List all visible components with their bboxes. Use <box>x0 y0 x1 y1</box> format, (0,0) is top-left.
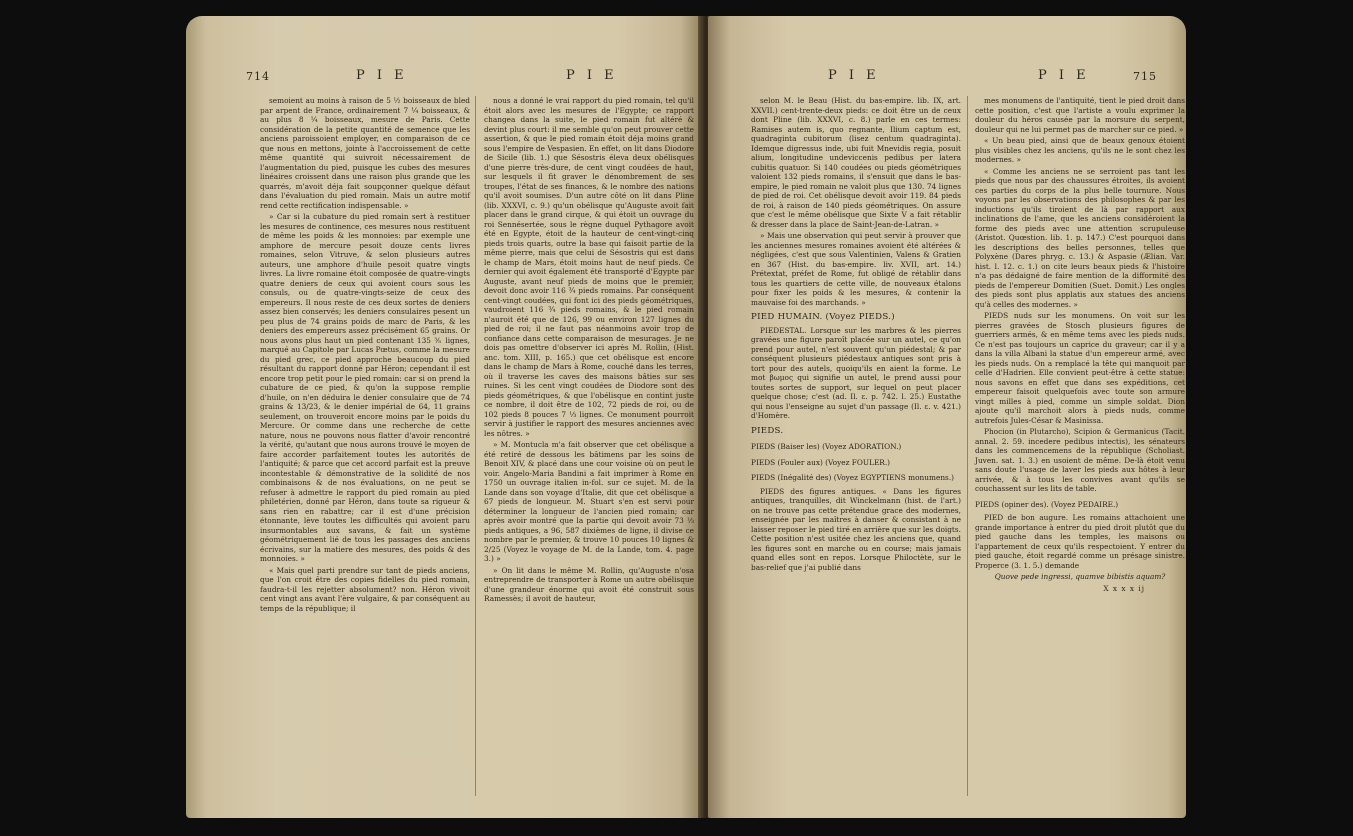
text-column-2 <box>484 96 694 606</box>
running-head-right-page <box>748 68 1168 88</box>
entry-heading: PIEDS. <box>751 425 784 436</box>
column-divider <box>967 96 968 796</box>
running-title: P I E <box>1038 68 1090 83</box>
cross-reference: PIEDS (Baiser les) (Voyez ADORATION.) <box>751 442 902 451</box>
paragraph: nous a donné le vrai rapport du pied romain, tel qu'il étoit alors avec les mesures de l'Egypte; ce rapport changea dans la suite, le pied romain fut altéré & devint plus court: il me semble qu'on peut prouver cette assertion, & que le pied romain étoit déja moins grand sous l'empire de Vespasien. En effet, on lit dans Diodore de Sicile (lib. 1.) que Sésostris éleva deux obélisques d'une pierre très-dure, de cent vingt coudées de haut, sur lesquels il fit graver le dénombrement de ses troupes, l'état de ses finances, & le nombre des nations qu'il avoit soumises. D'un autre côté on lit dans Pline (lib. XXXVI, c. 9.) qu'un obélisque qu'Auguste avoit fait placer dans le grand cirque, & qui étoit un ouvrage du roi Sennésertée, sous le règne duquel Pythagore avoit été en Egypte, étoit de la hauteur de cent-vingt-cinq pieds trois quarts, outre la base qui faisoit partie de la même pierre, mais que celui de Sésostris qui est dans le champ de Mars, étoit moins haut de neuf pieds. Ce dernier qui avoit également été transporté d'Egypte par Auguste, avant neuf pieds de moins que le premier, devoit donc avoir 116 ¾ pieds romains. Par conséquent cent-vingt coudées, qui font ici des pieds géométriques, vaudroient 116 ¾ pieds romains, & le pied romain n'auroit été que de 126, 99 ou environ 127 lignes du pied de roi; il ne faut pas néanmoins avoir trop de confiance dans cette comparaison de mesurages. Je ne dois pas omettre d'observer ici après M. Rollin, (Hist. anc. tom. XIII, p. 165.) que cet obélisque est encore dans le champ de Mars à Rome, couché dans les terres, où il traverse les caves des maisons bâties sur ses ruines. Si les cent vingt coudées de Diodore sont des pieds géométriques, & que l'obélisque en contint juste ce nombre, il doit être de 102, 72 pieds de roi, ou de 102 pieds 8 pouces 7 ⅓ lignes. Ce monument pourroit servir à justifier le rapport des mesures anciennes avec les nôtres. » <box>484 96 694 438</box>
running-title: P I E <box>828 68 880 83</box>
text-column-2 <box>975 96 1185 595</box>
paragraph: semoient au moins à raison de 5 ½ boisseaux de bled par arpent de France, ordinairement 7 ¼ boisseaux, & au plus 8 ¼ boisseaux, mesure de Paris. Cette considération de la petite quantité de semence que les anciens paroissoient employer, en comparaison de ce que nous en mettons, jointe à l'accroissement de cette même quantité qui suivroit nécessairement de l'augmentation du pied, puisque les cubes des mesures linéaires croissent dans une raison plus grande que les quarrés, m'avoit déja fait soupçonner quelque défaut dans l'évaluation du pied romain. Mais un autre motif rend cette rectification indispensable. » <box>260 96 470 210</box>
cross-reference: PIEDS (opiner des). (Voyez PEDAIRE.) <box>975 499 1119 509</box>
cross-reference: PIEDS (Inégalité des) (Voyez EGYPTIENS monumens.) <box>751 473 955 482</box>
paragraph: PIED de bon augure. Les romains attachoient une grande importance à entrer du pied droit plutôt que du pied gauche dans les temples, les maisons ou l'appartement de ceux qu'ils respectoient. Y entrer du pied gauche, étoit regardé comme un présage sinistre. Properce (3. 1. 5.) demande <box>975 513 1185 570</box>
running-title: P I E <box>356 68 408 83</box>
page-number: 715 <box>1133 70 1157 83</box>
column-divider <box>475 96 476 796</box>
running-head-left-page <box>246 68 686 88</box>
paragraph: selon M. le Beau (Hist. du bas-empire. lib. IX, art. XXVII.) cent-trente-deux pieds: ce doit être un de ceux dont Pline (lib. XXXVI, c. 8.) parle en ces termes: Ramises autem is, quo regnante, Ilium captum est, quadraginta cubitorum (lisez centum quadraginta). Idemque digressus inde, ubi fuit Mnevidis regia, posuit alium, longitudine undeviccenis pedibus per latera cubitis quatuor. Si 140 coudées ou pieds géométriques valoient 132 pieds romains, il s'ensuit que dans le bas-empire, le pied romain ne valoit plus que 130. 74 lignes de pied de roi. Cet obélisque devoit avoir 119. 84 pieds de roi, à raison de 140 pieds géométriques. On assure que c'est le même obélisque que Sixte V a fait rétablir & dresser dans la place de Saint-Jean-de-Latran. » <box>751 96 961 229</box>
open-book <box>186 16 1186 818</box>
paragraph: » Mais une observation qui peut servir à prouver que les anciennes mesures romaines avoient été altérées & négligées, c'est que sous Valentinien, Valens & Gratien en 367 (Hist. du bas-empire. liv. XVII, art. 14.) Prétextat, préfet de Rome, fut obligé de rétablir dans tous les quartiers de cette ville, de nouveaux étalons pour fixer les poids & les mesures, & contenir la mauvaise foi des marchands. » <box>751 231 961 307</box>
paragraph: » Car si la cubature du pied romain sert à restituer les mesures de continence, ces mesures nous restituent de même les poids & les monnoies: par exemple une amphore de mercure pesoit douze cents livres romaines, selon Vitruve, & selon plusieurs autres auteurs, une amphore d'huile pesoit quatre vingts livres. La livre romaine étoit composée de quatre-vingts quatre deniers de ceux qui avoient cours sous les consuls, ou de quatre-vingts-seize de ceux des empereurs. Il nous reste de ces deux sortes de deniers assez bien conservés; les deniers consulaires pesent un peu plus de 74 grains poids de marc de Paris, & les deniers des empereurs assez précisément 65 grains. Or nous avons plus haut un pied contenant 135 ⅗ lignes, marqué au Capitole par Lucas Pœtus, comme la mesure du pied grec, ce pied approche beaucoup du pied résultant du rapport donné par Héron; cependant il est encore trop petit pour le pied romain: car si on prend la cubature de ce pied, & qu'on la suppose remplie d'huile, on n'en déduira le denier consulaire que de 74 grains & 13/23, & le denier impérial de 64, 11 grains seulement, on trouveroit encore moins par le poids du Mercure. Or comme dans une recherche de cette nature, nous ne pouvons nous flatter d'avoir rencontré la vérité, qu'autant que nous aurons trouvé le moyen de faire accorder parfaitement toutes les autorités de l'antiquité; & parce que cet accord parfait est la preuve incontestable & démonstrative de la solidité de nos combinaisons & de nos évaluations, on ne peut se refuser à admettre le rapport du pied romain au pied philetérien, donné par Héron, dans toute sa rigueur & sans rien en rabattre; car il est d'une précision étonnante, lève toutes les difficultés qui avoient paru insurmontables aux savans, & fait un système géométriquement lié de tous les passages des anciens écrivains, sur la matiere des mesures, des poids & des monnoies. » <box>260 212 470 563</box>
text-column-1 <box>260 96 470 615</box>
signature-mark: X x x x ij <box>1103 583 1145 593</box>
paragraph: » On lit dans le même M. Rollin, qu'Auguste n'osa entreprendre de transporter à Rome un autre obélisque d'une grandeur énorme qui avoit été construit sous Ramessès; il avoit de hauteur, <box>484 565 694 603</box>
paragraph: PIEDS nuds sur les monumens. On voit sur les pierres gravées de Stosch plusieurs figures de guerriers armés, & en même tems avec les pieds nuds. Ce n'est pas toujours un caprice du graveur; car il y a dans la villa Albani la statue d'un empereur armé, avec les pieds nuds. On a remplacé la tête qui manquoit par celle d'Hadrien. Elle convient peut-être à cette statue: nous savons en effet que dans ses expéditions, cet empereur faisoit quelquefois avec toute son armure vingt milles à pied, comme un simple soldat. Dion ajoute qu'il marchoit alors à pieds nuds, comme autrefois Jules-César & Masinissa. <box>975 311 1185 425</box>
paragraph: mes monumens de l'antiquité, tient le pied droit dans cette position, c'est que l'artiste a voulu exprimer la douleur du héros causée par la morsure du serpent, douleur qui ne lui permet pas de marcher sur ce pied. » <box>975 96 1185 134</box>
paragraph: « Comme les anciens ne se serroient pas tant les pieds que nous par des chaussures étroites, ils avoient ces parties du corps de la plus belle tournure. Nous voyons par les observations des philosophes & par les inductions qu'ils tiroient de là par rapport aux inclinations de l'ame, que les anciens considéroient la forme des pieds avec une attention scrupuleuse (Aristot. Quœstion. lib. 1. p. 147.) C'est pourquoi dans les descriptions des belles personnes, telles que Polyxène (Dares phryg. c. 13.) & Aspasie (Ælian. Var. hist. l. 12. c. 1.) on cite leurs beaux pieds & l'histoire n'a pas dédaigné de faire mention de la difformité des pieds de l'empereur Domitien (Suet. Domit.) Les ongles des pieds sont plus applatis aux statues des anciens qu'à celles des modernes. » <box>975 166 1185 309</box>
page-number: 714 <box>246 70 270 83</box>
running-title: P I E <box>566 68 618 83</box>
paragraph: « Mais quel parti prendre sur tant de pieds anciens, que l'on croit être des copies fidelles du pied romain, faudra-t-il les rejetter absolument? non. Héron vivoit cent vingt ans avant l'ère vulgaire, & par conséquent au temps de la république; il <box>260 565 470 613</box>
paragraph: Phocion (in Plutarcho), Scipion & Germanicus (Tacit. annal. 2. 59. incedere pedibus intectis), les sénateurs dans les commencemens de la république (Scholiast. Juven. sat. 1. 3.) en usoient de même. De-là étoit venu sans doute l'usage de laver les pieds aux hôtes à leur arrivée, & à tous les convives avant qu'ils se couchassent sur les lits de table. <box>975 427 1185 493</box>
paragraph: « Un beau pied, ainsi que de beaux genoux étoient plus visibles chez les anciens, qu'ils ne le sont chez les modernes. » <box>975 136 1185 164</box>
text-column-1 <box>751 96 961 574</box>
paragraph: PIEDS des figures antiques. « Dans les figures antiques, tranquilles, dit Winckelmann (hist. de l'art.) on ne trouve pas cette prétendue grace des modernes, enseignée par les maîtres à danser & consistant à ne laisser reposer le pied tiré en arrière que sur les doigts. Cette position n'est usitée chez les anciens que, quand les figures sont en marche ou en course; mais jamais quand elles sont en repos. Lorsque Philoctète, sur le bas-relief que j'ai publié dans <box>751 486 961 572</box>
entry-heading: PIED HUMAIN. (Voyez PIEDS.) <box>751 312 895 322</box>
right-page <box>708 16 1186 818</box>
latin-quote: Quove pede ingressi, quamve bibistis aquam? <box>994 572 1166 581</box>
cross-reference: PIEDS (Fouler aux) (Voyez FOULER.) <box>751 457 891 467</box>
paragraph: PIEDESTAL. Lorsque sur les marbres & les pierres gravées une figure paroît placée sur un autel, ce qu'on prend pour autel, n'est souvent qu'un piédestal; & par conséquent plusieurs piédestaux antiques sont pris à tort pour des autels, quoiqu'ils en aient la forme. Le mot βωμος qui signifie un autel, le prend aussi pour toutes sortes de support, sur lequel on peut placer quelque chose; c'est (ad. Il. ε. p. 742. l. 25.) Eustathe qui nous l'enseigne au sujet d'un passage (Il. ε. v. 421.) d'Homère. <box>751 325 961 420</box>
left-page <box>186 16 704 818</box>
paragraph: » M. Montucla m'a fait observer que cet obélisque a été retiré de dessous les bâtimens par les soins de Benoit XIV, & placé dans une cour voisine où on peut le voir. Angelo-Maria Bandini a fait imprimer à Rome en 1750 un ouvrage italien in-fol. sur ce sujet. M. de la Lande dans son voyage d'Italie, dit que cet obélisque a 67 pieds de longueur. M. Stuart s'en est servi pour déterminer la longueur de l'ancien pied romain; car après avoir montré que la partie qui devoit avoir 73 ⅓ pieds antiques, a 96, 587 dixièmes de ligne, il divise ce nombre par le premier, & trouve 10 pouces 10 lignes & 2/25 (Voyez le voyage de M. de la Lande, tom. 4. page 3.) » <box>484 440 694 563</box>
